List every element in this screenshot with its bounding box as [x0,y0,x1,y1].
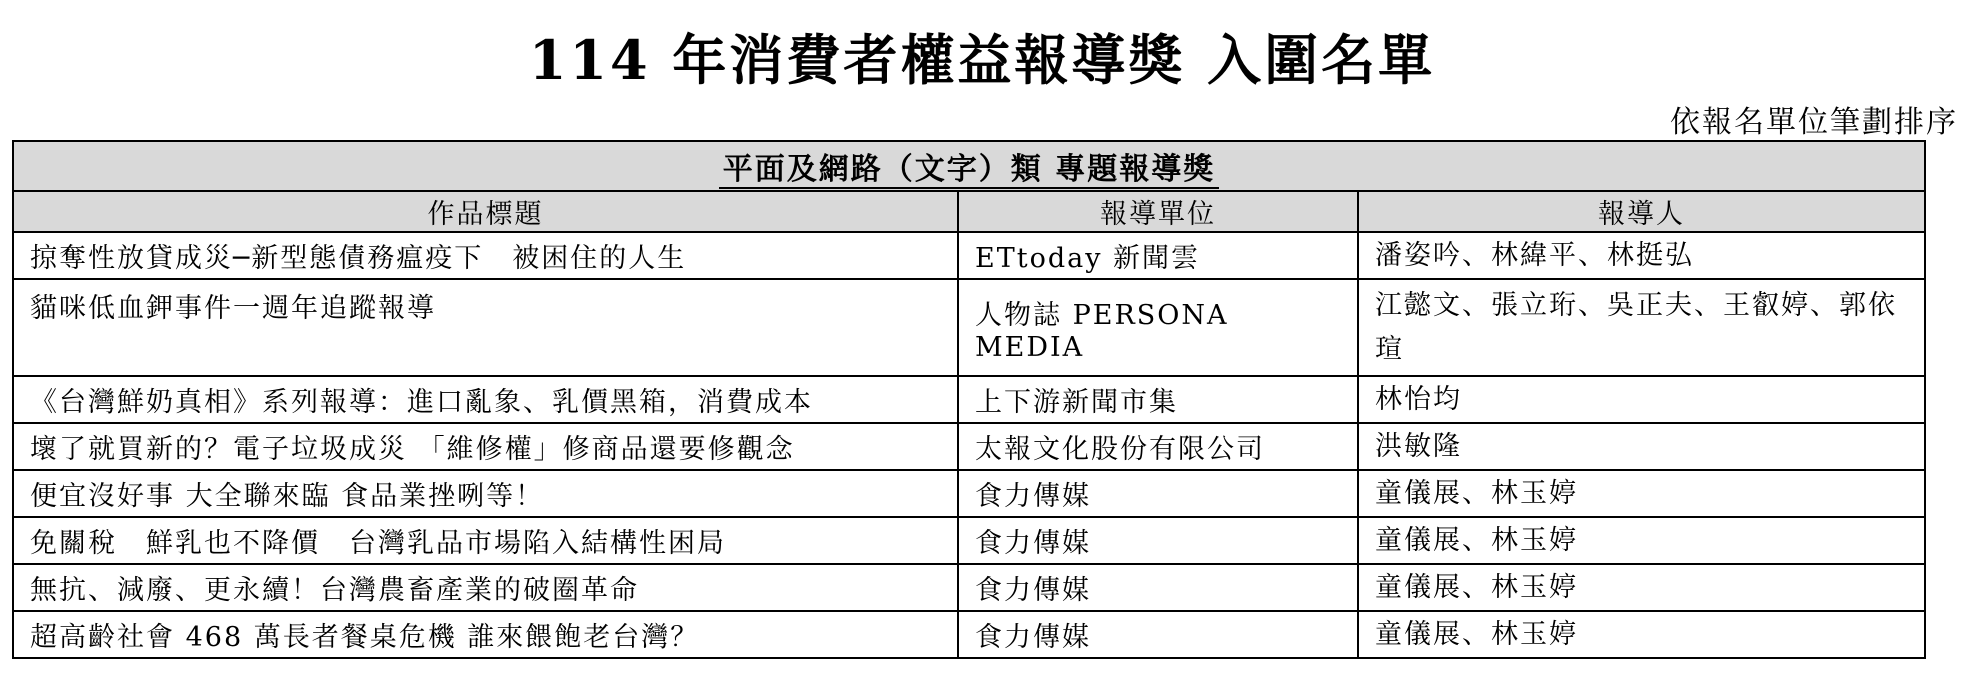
nominee-table [12,140,1926,659]
sort-note: 依報名單位筆劃排序 [1670,105,1958,140]
table-row [13,232,1925,279]
column-header-reporters: 報導人 [1358,191,1925,232]
work-title: 免關稅 鮮乳也不降價 台灣乳品市場陷入結構性困局 [13,517,958,564]
work-title: 超高齡社會 468 萬長者餐桌危機 誰來餵飽老台灣？ [13,611,958,658]
reporters: 林怡均 [1358,376,1925,423]
reporters: 童儀展、林玉婷 [1358,470,1925,517]
reporters: 童儀展、林玉婷 [1358,611,1925,658]
reporters: 江懿文、張立珩、吳正夫、王叡婷、郭依瑄 [1358,279,1925,376]
work-title: 貓咪低血鉀事件一週年追蹤報導 [13,279,958,376]
category-row [13,141,1925,191]
reporters: 童儀展、林玉婷 [1358,517,1925,564]
table-row [13,376,1925,423]
report-unit: ETtoday 新聞雲 [958,232,1358,279]
work-title: 壞了就買新的？電子垃圾成災 「維修權」修商品還要修觀念 [13,423,958,470]
reporters: 洪敏隆 [1358,423,1925,470]
category-label: 平面及網路（文字）類 專題報導獎 [719,152,1219,189]
report-unit: 上下游新聞市集 [958,376,1358,423]
table-row [13,423,1925,470]
table-row [13,517,1925,564]
column-header-row [13,191,1925,232]
report-unit: 食力傳媒 [958,470,1358,517]
reporters: 潘姿吟、林緯平、林挺弘 [1358,232,1925,279]
table-row [13,564,1925,611]
reporters: 童儀展、林玉婷 [1358,564,1925,611]
report-unit: 食力傳媒 [958,611,1358,658]
column-header-unit: 報導單位 [958,191,1358,232]
report-unit: 太報文化股份有限公司 [958,423,1358,470]
report-unit: 食力傳媒 [958,517,1358,564]
category-header [13,141,1925,191]
work-title: 無抗、減廢、更永續！台灣農畜產業的破圈革命 [13,564,958,611]
work-title: 掠奪性放貸成災─新型態債務瘟疫下 被困住的人生 [13,232,958,279]
work-title: 便宜沒好事 大全聯來臨 食品業挫咧等！ [13,470,958,517]
work-title: 《台灣鮮奶真相》系列報導：進口亂象、乳價黑箱，消費成本 [13,376,958,423]
report-unit: 人物誌 PERSONA MEDIA [958,279,1358,376]
report-unit: 食力傳媒 [958,564,1358,611]
page-title: 114 年消費者權益報導獎 入圍名單 [528,28,1436,92]
column-header-title: 作品標題 [13,191,958,232]
table-row [13,611,1925,658]
table-row [13,279,1925,376]
table-row [13,470,1925,517]
